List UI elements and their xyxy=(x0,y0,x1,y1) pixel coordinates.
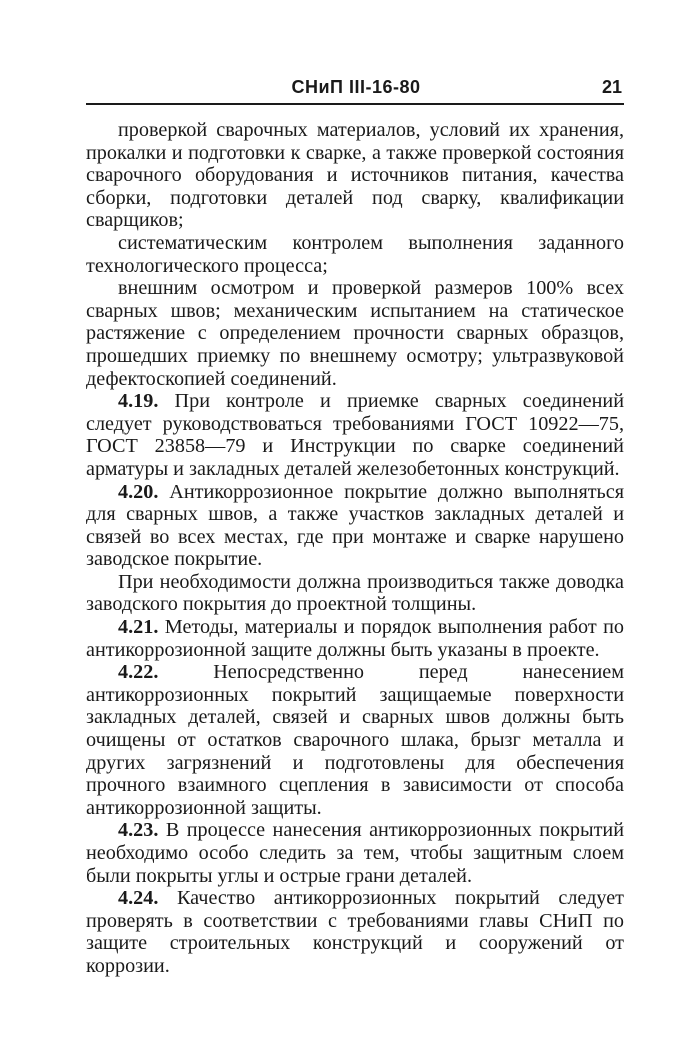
paragraph-text: проверкой сварочных материалов, условий их хранения, прокалки и подготовки к сварке, а также проверкой состояния сварочного оборудования и источников питания, качества сборки, подготовки деталей под сварку, квалификации сварщиков; xyxy=(86,119,624,232)
clause-number: 4.21. xyxy=(118,616,159,639)
paragraph xyxy=(86,481,624,571)
paragraph xyxy=(86,571,624,616)
paragraph xyxy=(86,819,624,887)
clause-number: 4.20. xyxy=(118,480,159,503)
paragraph-text: Непосредственно перед нанесением антикоррозионных покрытий защищаемые поверхности закладных деталей, связей и сварных швов должны быть очищены от остатков сварочного шлака, брызг металла и других загрязнений и подготовлены для обеспечения прочного взаимного сцепления в зависимости от способа антикоррозионной защиты. xyxy=(86,661,624,819)
clause-number: 4.19. xyxy=(118,390,159,413)
paragraph-text: систематическим контролем выполнения заданного технологического процесса; xyxy=(86,231,624,277)
paragraph xyxy=(86,887,624,977)
paragraph-text: При контроле и приемке сварных соединений следует руководствоваться требованиями ГОСТ 10922—75, ГОСТ 23858—79 и Инструкции по сварке соединений арматуры и закладных деталей железобетонных конструкций. xyxy=(86,390,625,480)
paragraph-text: внешним осмотром и проверкой размеров 100% всех сварных швов; механическим испытанием на статическое растяжение с определением прочности сварных образцов, прошедших приемку по внешнему осмотру; ультразвуковой дефектоскопией соединений. xyxy=(86,277,624,390)
paragraph-text: Антикоррозионное покрытие должно выполняться для сварных швов, а также участков закладных деталей и связей во всех местах, где при монтаже и сварке нарушено заводское покрытие. xyxy=(86,480,624,571)
paragraph xyxy=(86,119,624,232)
paragraph-text: Методы, материалы и порядок выполнения работ по антикоррозионной защите должны быть указаны в проекте. xyxy=(86,616,625,661)
header-rule xyxy=(86,103,624,105)
clause-number: 4.23. xyxy=(118,819,159,842)
paragraph xyxy=(86,277,624,390)
paragraph xyxy=(86,616,624,661)
paragraph xyxy=(86,390,624,480)
body-text xyxy=(86,119,624,978)
page-header xyxy=(86,75,626,105)
clause-number: 4.22. xyxy=(118,661,159,684)
paragraph xyxy=(86,661,624,819)
clause-number: 4.24. xyxy=(118,887,159,910)
page-number: 21 xyxy=(601,77,622,97)
paragraph-text: В процессе нанесения антикоррозионных покрытий необходимо особо следить за тем, чтобы защитным слоем были покрыты углы и острые грани деталей. xyxy=(86,819,625,887)
paragraph xyxy=(86,232,624,277)
document-code: СНиП III-16-80 xyxy=(291,77,421,97)
paragraph-text: Качество антикоррозионных покрытий следует проверять в соответствии с требованиями главы СНиП по защите строительных конструкций и сооружений от коррозии. xyxy=(86,887,624,977)
paragraph-text: При необходимости должна производиться также доводка заводского покрытия до проектной толщины. xyxy=(86,570,624,616)
